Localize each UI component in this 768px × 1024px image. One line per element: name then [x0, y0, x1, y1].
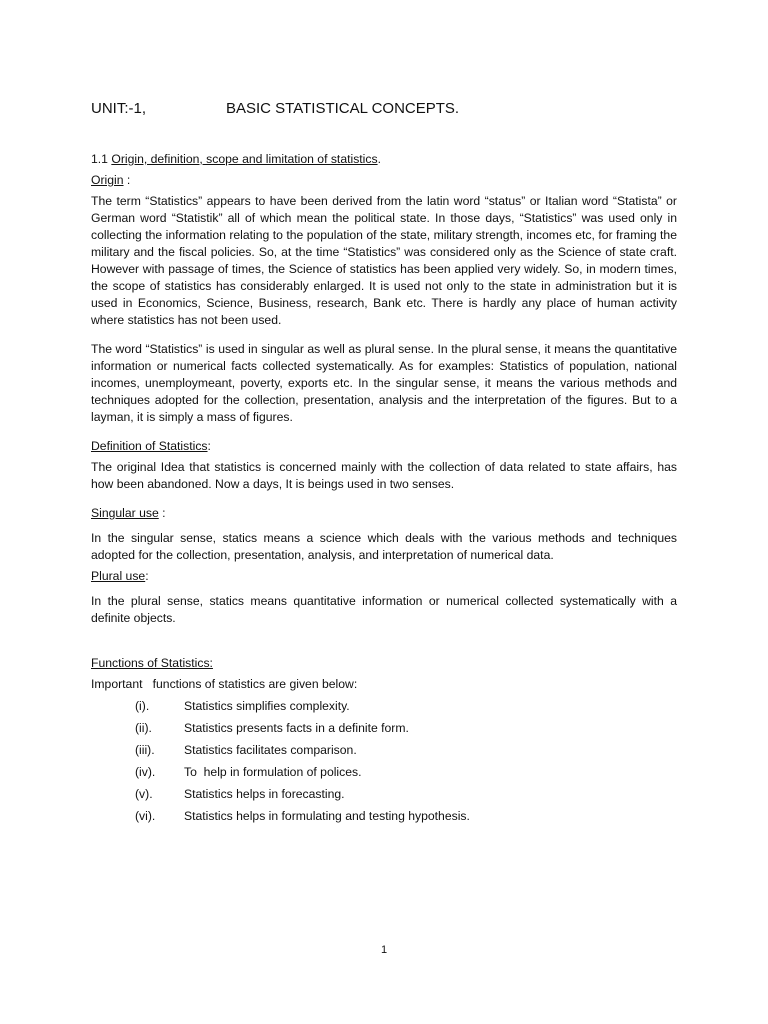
- list-item-text: To help in formulation of polices.: [184, 765, 362, 779]
- list-item: [91, 786, 677, 808]
- section-number: 1.1: [91, 152, 108, 166]
- list-item-text: Statistics presents facts in a definite form.: [184, 721, 409, 735]
- list-item: [91, 764, 677, 786]
- unit-title: BASIC STATISTICAL CONCEPTS.: [226, 100, 460, 117]
- origin-heading-suffix: :: [123, 173, 131, 187]
- list-item-text: Statistics simplifies complexity.: [184, 699, 350, 713]
- list-item-text: Statistics facilitates comparison.: [184, 743, 357, 757]
- definition-heading-suffix: :: [207, 439, 211, 453]
- origin-heading-text: Origin: [91, 173, 124, 187]
- definition-paragraph: The original Idea that statistics is concerned mainly with the collection of data related to state affairs, has how been abandoned. Now a days, It is beings used in two senses.: [91, 460, 677, 491]
- list-item-number: (vi).: [135, 809, 156, 823]
- list-item: [91, 698, 677, 720]
- definition-heading: [91, 438, 677, 455]
- plural-paragraph: In the plural sense, statics means quantitative information or numerical collected systematically with a definite objects.: [91, 594, 677, 625]
- functions-intro: Important functions of statistics are given below:: [91, 677, 358, 691]
- plural-heading-suffix: :: [145, 569, 149, 583]
- unit-label: UNIT:-1,: [91, 100, 147, 117]
- plural-heading-text: Plural use: [91, 569, 146, 583]
- list-item: [91, 742, 677, 764]
- document-body: [91, 151, 677, 830]
- list-item-text: Statistics helps in formulating and testing hypothesis.: [184, 809, 470, 823]
- section-title-suffix: .: [377, 152, 381, 166]
- list-item-text: Statistics helps in forecasting.: [184, 787, 345, 801]
- origin-paragraph-2: The word “Statistics” is used in singular as well as plural sense. In the plural sense, it means the quantitative information or numerical facts collected systematically. As for examples: Statistics of population, national incomes, unemploymeant, poverty, exports etc. In the singular sense, it means the various methods and techniques adopted for the collection, presentation, analysis and the interpretation of the figures. But to a layman, it is simply a mass of figures.: [91, 342, 677, 424]
- list-item: [91, 720, 677, 742]
- section-heading: [91, 151, 677, 168]
- section-title: Origin, definition, scope and limitation of statistics: [111, 152, 378, 166]
- page-number: 1: [380, 944, 388, 956]
- list-item-number: (ii).: [135, 721, 152, 735]
- origin-paragraph-1: The term “Statistics” appears to have been derived from the latin word “status” or Italian word “Statista” or German word “Statistik” all of which mean the political state. In those days, “Statistics” was used only in collecting the information relating to the population of the state, military strength, incomes etc, for framing the military and the fiscal policies. So, at the time “Statistics” was considered only as the Science of state craft. However with passage of times, the Science of statistics has been applied very widely. So, in modern times, the scope of statistics has considerably enlarged. It is used not only to the state in administration but it is used in Economics, Science, Business, research, Bank etc. There is hardly any place of human activity where statistics has not been used.: [91, 194, 677, 327]
- list-item: [91, 808, 677, 830]
- list-item-number: (iv).: [135, 765, 156, 779]
- definition-heading-text: Definition of Statistics: [91, 439, 208, 453]
- list-item-number: (iii).: [135, 743, 155, 757]
- list-item-number: (v).: [135, 787, 153, 801]
- singular-heading: [91, 505, 677, 522]
- list-item-number: (i).: [135, 699, 150, 713]
- singular-heading-suffix: :: [158, 506, 166, 520]
- functions-list: [91, 698, 677, 830]
- singular-heading-text: Singular use: [91, 506, 159, 520]
- singular-paragraph: In the singular sense, statics means a science which deals with the various methods and techniques adopted for the collection, presentation, analysis, and interpretation of numerical data.: [91, 531, 677, 562]
- functions-heading-text: Functions of Statistics:: [91, 656, 213, 670]
- origin-heading: [91, 172, 677, 189]
- plural-heading: [91, 568, 677, 585]
- functions-heading: [91, 655, 677, 672]
